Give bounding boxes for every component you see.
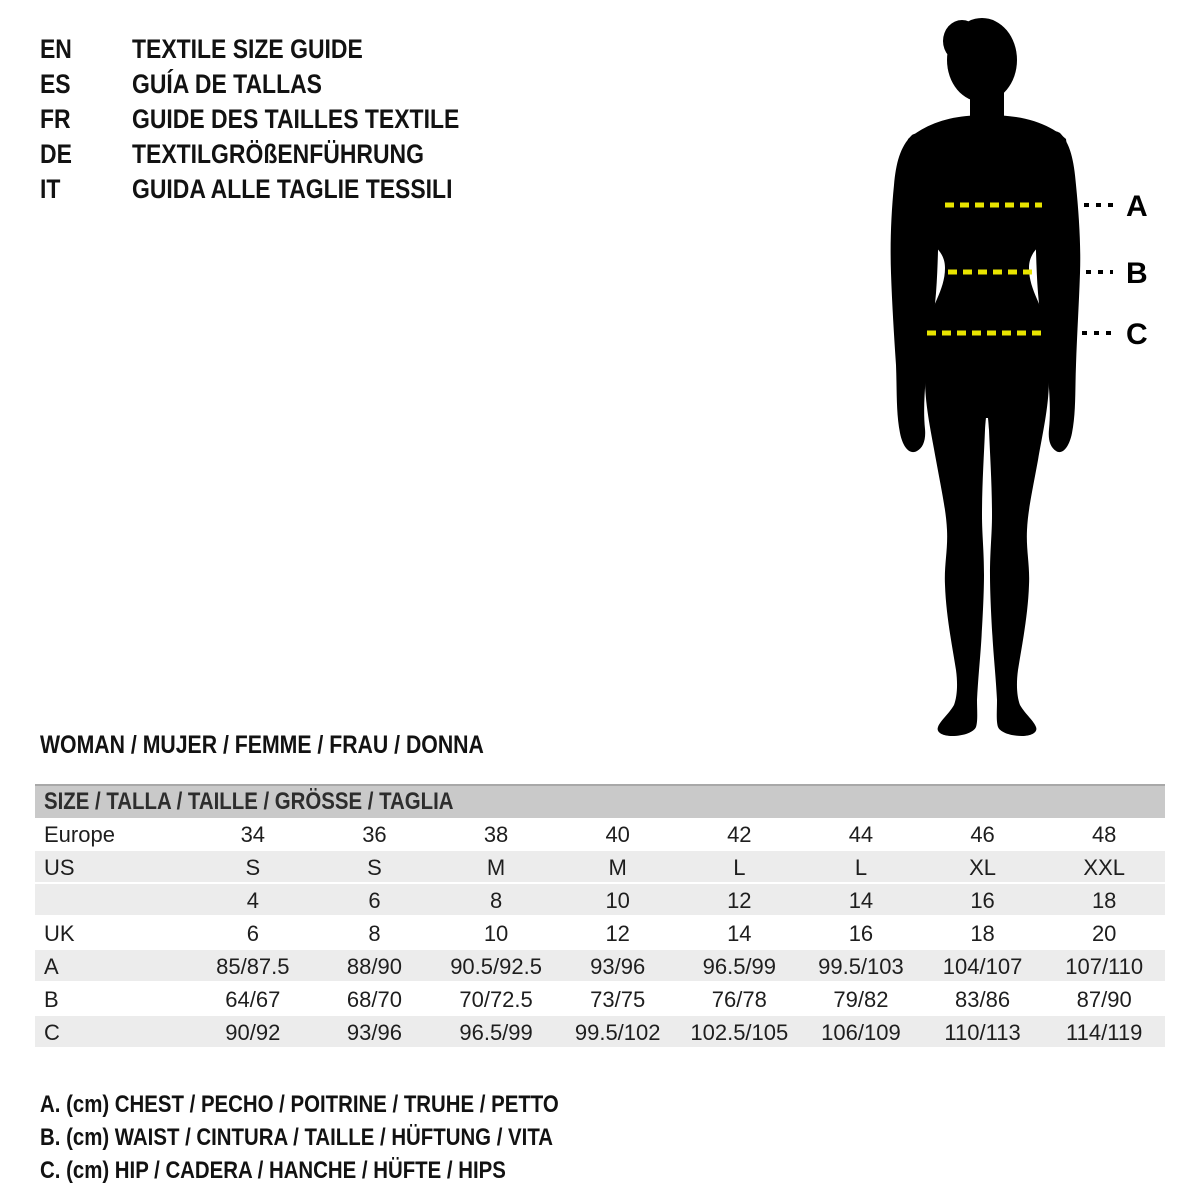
size-cell: XL — [969, 855, 997, 880]
size-cell: 16 — [970, 888, 995, 913]
size-table — [35, 784, 1165, 1049]
size-cell: 20 — [1091, 921, 1117, 946]
size-cell: 14 — [727, 921, 752, 946]
size-cell: 90/92 — [225, 1020, 281, 1045]
measurement-figure — [860, 5, 1180, 740]
size-cell: 88/90 — [346, 954, 402, 979]
legend-hip — [40, 1154, 650, 1187]
row-label — [35, 884, 192, 917]
gender-section-title-text: WOMAN / MUJER / FEMME / FRAU / DONNA — [40, 731, 484, 759]
size-cell: 70/72.5 — [459, 987, 533, 1012]
size-cell: 76/78 — [711, 987, 767, 1012]
size-cell: S — [245, 855, 261, 880]
size-cell: 18 — [970, 921, 995, 946]
marker-label-chest: A — [1126, 190, 1148, 223]
row-label: B — [44, 987, 59, 1012]
size-cell: 102.5/105 — [690, 1020, 789, 1045]
size-cell: 12 — [727, 888, 752, 913]
size-cell: 48 — [1091, 822, 1117, 847]
size-cell: 4 — [246, 888, 259, 913]
size-cell: 10 — [483, 921, 509, 946]
size-cell: 83/86 — [955, 987, 1011, 1012]
size-cell: S — [367, 855, 382, 880]
language-row — [40, 102, 517, 137]
size-cell: L — [854, 855, 868, 880]
legend-chest-text: A. (cm) CHEST / PECHO / POITRINE / TRUHE / PETTO — [40, 1091, 559, 1118]
size-cell: 106/109 — [821, 1020, 901, 1045]
legend-hip-text: C. (cm) HIP / CADERA / HANCHE / HÜFTE / HIPS — [40, 1157, 506, 1184]
row-label: Europe — [44, 822, 115, 847]
language-code: FR — [40, 104, 71, 134]
size-cell: 12 — [605, 921, 630, 946]
size-cell: 10 — [605, 888, 630, 913]
language-code: DE — [40, 139, 72, 169]
row-label: UK — [44, 921, 75, 946]
size-cell: 64/67 — [225, 987, 281, 1012]
size-cell: 90.5/92.5 — [450, 954, 542, 979]
size-cell: 104/107 — [942, 954, 1023, 979]
size-cell: 93/96 — [590, 954, 646, 979]
language-code: ES — [40, 69, 71, 99]
size-cell: 36 — [362, 822, 387, 847]
legend-chest — [40, 1088, 650, 1121]
size-cell: 96.5/99 — [702, 954, 777, 979]
size-cell: 99.5/103 — [818, 954, 904, 979]
size-cell: 107/110 — [1065, 954, 1144, 979]
table-row — [35, 1016, 1165, 1049]
woman-silhouette-icon — [891, 18, 1081, 736]
size-cell: 8 — [489, 888, 503, 913]
size-table-body — [35, 818, 1165, 1049]
gender-section-title — [40, 731, 562, 760]
table-row — [35, 917, 1165, 950]
size-cell: 40 — [605, 822, 630, 847]
table-row — [35, 818, 1165, 851]
size-cell: 110/113 — [944, 1020, 1021, 1045]
guide-title: GUIDA ALLE TAGLIE TESSILI — [132, 174, 453, 204]
measurement-legend — [40, 1088, 650, 1187]
language-row — [40, 172, 517, 207]
language-code: EN — [40, 34, 72, 64]
size-cell: 34 — [240, 822, 266, 847]
legend-waist-text: B. (cm) WAIST / CINTURA / TAILLE / HÜFTUNG / VITA — [40, 1124, 554, 1151]
size-cell: M — [486, 855, 506, 880]
language-row — [40, 67, 517, 102]
size-cell: 96.5/99 — [459, 1020, 533, 1045]
size-cell: 93/96 — [346, 1020, 402, 1045]
table-row — [35, 884, 1165, 917]
guide-title: TEXTILE SIZE GUIDE — [132, 34, 363, 64]
size-cell: 14 — [848, 888, 874, 913]
row-label: A — [44, 954, 59, 979]
size-cell: XXL — [1083, 855, 1125, 880]
size-table-header — [35, 784, 1165, 818]
size-cell: 46 — [970, 822, 995, 847]
size-cell: 73/75 — [590, 987, 646, 1012]
row-label: US — [44, 855, 75, 880]
size-cell: L — [733, 855, 746, 880]
size-table-header-text: SIZE / TALLA / TAILLE / GRÖSSE / TAGLIA — [44, 788, 454, 815]
size-cell: 16 — [848, 921, 874, 946]
marker-label-hip: C — [1126, 318, 1148, 351]
guide-title: TEXTILGRÖßENFÜHRUNG — [132, 139, 424, 169]
size-cell: 38 — [483, 822, 509, 847]
language-row — [40, 137, 517, 172]
size-cell: 8 — [368, 921, 381, 946]
size-cell: 68/70 — [346, 987, 402, 1012]
marker-label-waist: B — [1126, 257, 1148, 290]
language-row — [40, 32, 517, 67]
size-cell: 87/90 — [1076, 987, 1132, 1012]
guide-title: GUIDE DES TAILLES TEXTILE — [132, 104, 460, 134]
row-label: C — [44, 1020, 60, 1045]
table-row — [35, 851, 1165, 884]
size-cell: 114/119 — [1066, 1020, 1143, 1045]
size-cell: 85/87.5 — [216, 954, 290, 979]
legend-waist — [40, 1121, 650, 1154]
size-cell: M — [608, 855, 627, 880]
language-code: IT — [40, 174, 61, 204]
table-row — [35, 950, 1165, 983]
size-cell: 44 — [848, 822, 874, 847]
table-row — [35, 983, 1165, 1016]
size-cell: 18 — [1091, 888, 1117, 913]
guide-title: GUÍA DE TALLAS — [132, 69, 322, 99]
language-title-list — [40, 32, 517, 207]
size-cell: 42 — [727, 822, 752, 847]
size-cell: 99.5/102 — [574, 1020, 661, 1045]
size-cell: 6 — [246, 921, 259, 946]
size-cell: 6 — [368, 888, 381, 913]
size-cell: 79/82 — [833, 987, 889, 1012]
